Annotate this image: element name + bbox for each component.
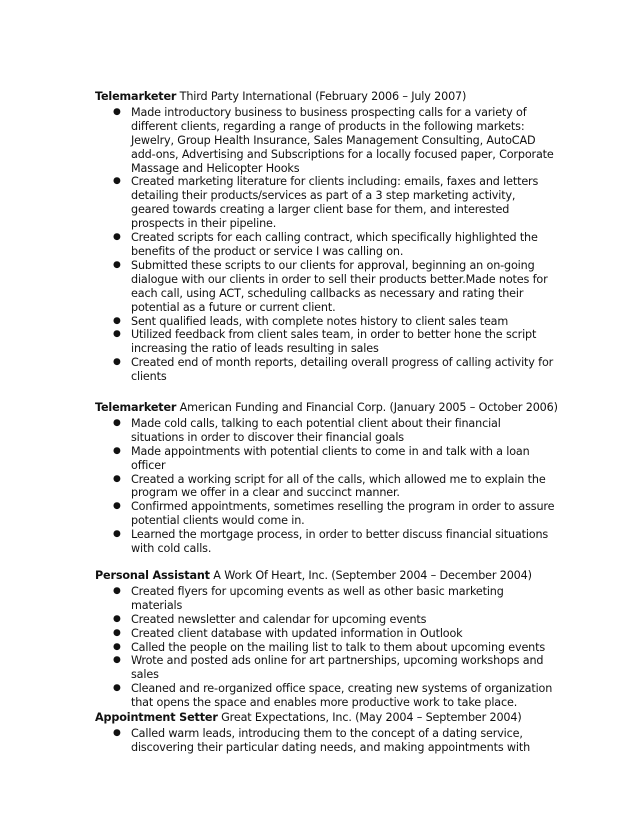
list-item: ● Created marketing literature for clients including: emails, faxes and letters detailing their products/services as part of a 3 step marketing activity, geared towards creating a larger client base for them, and interested prospects in their pipeline.	[113, 175, 539, 231]
bullet-icon: ●	[113, 585, 121, 596]
bullet-icon: ●	[113, 655, 121, 666]
list-item: ● Made introductory business to business prospecting calls for a variety of different clients, regarding a range of products in the following markets: Jewelry, Group Health Insurance, Sales Management Consulting, AutoCAD add-ons, Advertising and Subscriptions for a locally focused paper, Corporate Massage and Helicopter Hooks	[113, 105, 554, 175]
bullet-icon: ●	[113, 641, 121, 652]
job-title: Telemarketer	[95, 401, 177, 414]
list-item: ● Wrote and posted ads online for art partnerships, upcoming workshops and sales	[113, 654, 544, 682]
list-item: ● Submitted these scripts to our clients for approval, beginning an on-going dialogue with our clients in order to sell their products better.Made notes for each call, using ACT, scheduling callbacks as necessary and rating their potential as a future or current client.	[113, 258, 548, 314]
job-title: Telemarketer	[95, 90, 177, 103]
job-title: Personal Assistant	[95, 569, 210, 582]
list-item: ● Created flyers for upcoming events as well as other basic marketing materials	[113, 584, 504, 612]
job-entry	[95, 711, 555, 755]
bullet-icon: ●	[113, 473, 121, 484]
job-bullets	[95, 106, 555, 384]
bullet-icon: ●	[113, 329, 121, 340]
job-header	[95, 569, 555, 583]
job-details: American Funding and Financial Corp. (January 2005 – October 2006)	[179, 401, 558, 414]
list-item: ● Created scripts for each calling contract, which specifically highlighted the benefits of the product or service I was calling on.	[113, 231, 538, 258]
job-header	[95, 90, 555, 104]
job-entry	[95, 401, 558, 556]
list-item: ● Created newsletter and calendar for upcoming events	[113, 612, 427, 626]
bullet-icon: ●	[113, 445, 121, 456]
job-entry	[95, 569, 555, 710]
job-title: Appointment Setter	[95, 711, 218, 724]
list-item: ● Created end of month reports, detailing overall progress of calling activity for clients	[113, 356, 554, 384]
list-item: ● Utilized feedback from client sales team, in order to better hone the script increasing the ratio of leads resulting in sales	[113, 328, 537, 356]
bullet-icon: ●	[113, 683, 121, 694]
bullet-icon: ●	[113, 232, 121, 243]
bullet-icon: ●	[113, 627, 121, 638]
list-item: ● Confirmed appointments, sometimes reselling the program in order to assure potential clients would come in.	[113, 500, 555, 528]
job-header	[95, 401, 558, 415]
list-item: ● Sent qualified leads, with complete notes history to client sales team	[113, 314, 509, 328]
job-entry	[95, 90, 555, 384]
list-item: ● Created client database with updated information in Outlook	[113, 626, 463, 640]
list-item: ● Created a working script for all of the calls, which allowed me to explain the program we offer in a clear and succinct manner.	[113, 472, 546, 500]
bullet-icon: ●	[113, 613, 121, 624]
bullet-icon: ●	[113, 315, 121, 326]
job-details: Great Expectations, Inc. (May 2004 – September 2004)	[221, 711, 522, 724]
list-item: ● Called warm leads, introducing them to the concept of a dating service, discovering their particular dating needs, and making appointments with	[113, 726, 531, 754]
bullet-icon: ●	[113, 417, 121, 428]
job-details: Third Party International (February 2006 – July 2007)	[179, 90, 467, 103]
job-bullets	[95, 585, 555, 710]
bullet-icon: ●	[113, 727, 121, 738]
job-bullets	[95, 417, 555, 556]
list-item: ● Learned the mortgage process, in order to better discuss financial situations with cold calls.	[113, 528, 549, 556]
list-item: ● Cleaned and re-organized office space, creating new systems of organization that opens the space and enables more productive work to take place.	[113, 682, 553, 710]
bullet-icon: ●	[113, 259, 121, 270]
job-bullets	[95, 727, 555, 755]
bullet-icon: ●	[113, 529, 121, 540]
bullet-icon: ●	[113, 501, 121, 512]
job-header	[95, 711, 555, 725]
list-item: ● Made appointments with potential clients to come in and talk with a loan officer	[113, 444, 530, 472]
bullet-icon: ●	[113, 357, 121, 368]
job-details: A Work Of Heart, Inc. (September 2004 – December 2004)	[213, 569, 532, 582]
list-item: ● Made cold calls, talking to each potential client about their financial situations in order to discover their financial goals	[113, 416, 501, 444]
bullet-icon: ●	[113, 106, 121, 117]
list-item: ● Called the people on the mailing list to talk to them about upcoming events	[113, 640, 546, 654]
bullet-icon: ●	[113, 176, 121, 187]
